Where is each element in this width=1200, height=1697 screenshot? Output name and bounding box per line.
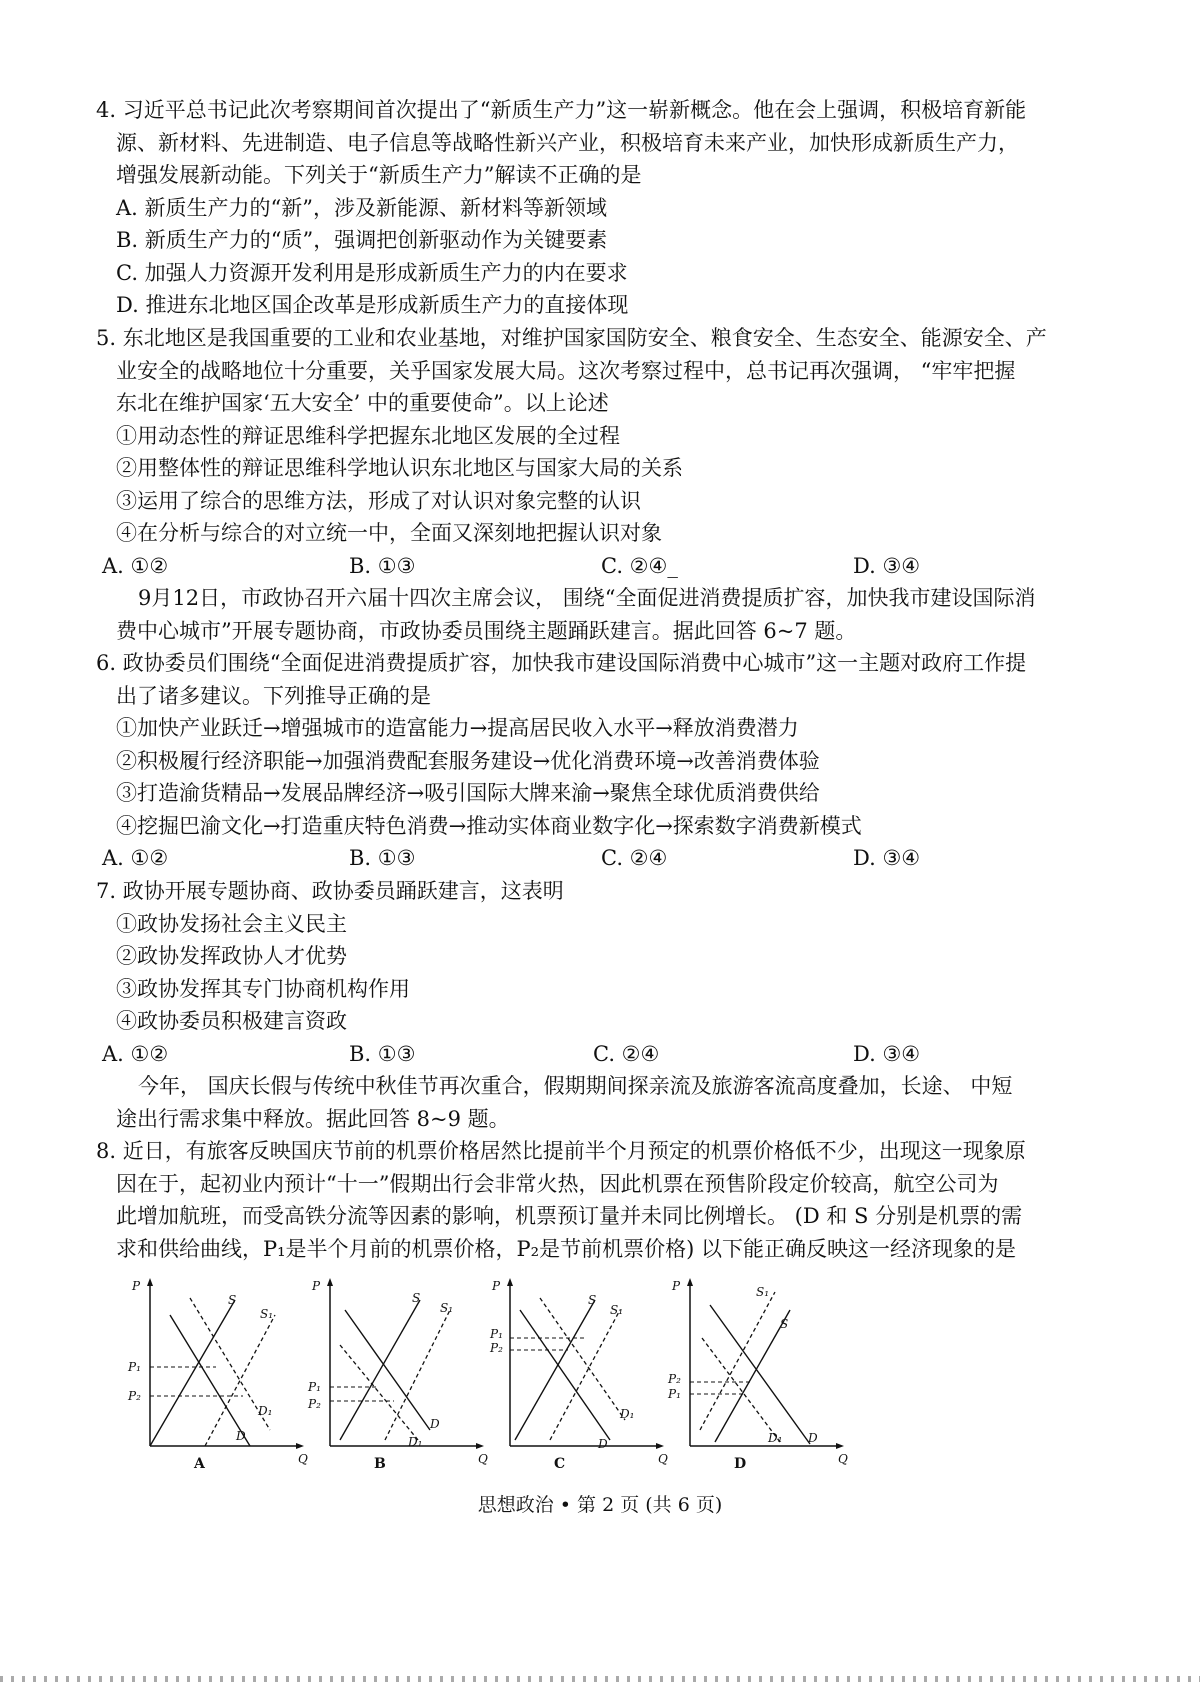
- demand-curve-d1: [340, 1345, 418, 1440]
- curve-label-s: S: [780, 1317, 789, 1331]
- supply-demand-figures: [120, 1270, 1120, 1470]
- p-axis-arrow-icon: [147, 1278, 153, 1286]
- statement-item: ③运用了综合的思维方法，形成了对认识对象完整的认识: [116, 488, 641, 513]
- question-5: [96, 322, 1136, 582]
- answer-choices: [96, 842, 1136, 875]
- q-axis-label: Q: [838, 1452, 848, 1466]
- intro-line: 9月12日，市政协召开六届十四次主席会议， 围绕“全面促进消费提质扩容，加快我市建设国际消: [138, 586, 1036, 610]
- demand-curve-d: [520, 1310, 610, 1440]
- figure-caption: B: [374, 1456, 386, 1470]
- statement-item: ①用动态性的辩证思维科学把握东北地区发展的全过程: [116, 423, 620, 448]
- q-axis-arrow-icon: [836, 1443, 844, 1449]
- statement-item: ③打造渝货精品→发展品牌经济→吸引国际大牌来渝→聚焦全球优质消费供给: [116, 781, 820, 805]
- question-stem-line: 东北在维护国家‘五大安全’ 中的重要使命”。以上论述: [116, 391, 609, 415]
- p-axis-arrow-icon: [687, 1278, 693, 1286]
- figure-b: [300, 1270, 500, 1470]
- figure-d: [660, 1270, 860, 1470]
- price-label-upper: P₁: [308, 1380, 321, 1394]
- intro-line: 途出行需求集中释放。据此回答 8~9 题。: [116, 1106, 510, 1131]
- question-stem-line: 此增加航班，而受高铁分流等因素的影响，机票预订量并未同比例增长。 (D 和 S 分别是机票的需: [116, 1204, 1023, 1228]
- statement-item: ④挖掘巴渝文化→打造重庆特色消费→推动实体商业数字化→探索数字消费新模式: [116, 813, 862, 838]
- supply-curve-s1: [700, 1292, 775, 1430]
- intro-line: 费中心城市”开展专题协商，市政协委员围绕主题踊跃建言。据此回答 6~7 题。: [116, 618, 857, 643]
- curve-label-s: S: [228, 1293, 237, 1307]
- q-axis-label: Q: [478, 1452, 488, 1466]
- question-stem-line: 业安全的战略地位十分重要，关乎国家发展大局。这次考察过程中，总书记再次强调， “牢牢把握: [116, 358, 1016, 383]
- choice-d: D. ③④: [853, 846, 921, 870]
- p-axis-label: P: [672, 1279, 681, 1293]
- figure-caption: A: [194, 1456, 205, 1470]
- question-stem-line: 7. 政协开展专题协商、政协委员踊跃建言，这表明: [96, 879, 564, 903]
- figure-c: [480, 1270, 680, 1470]
- curve-label-s1: S₁: [440, 1301, 454, 1315]
- curve-label-s: S: [588, 1293, 597, 1307]
- p-axis-label: P: [312, 1279, 321, 1293]
- curve-label-d1: D₁: [408, 1435, 423, 1449]
- curve-label-d: D: [808, 1431, 818, 1445]
- figure-caption: D: [734, 1456, 747, 1470]
- choice-a: A. ①②: [102, 846, 169, 870]
- p-axis-label: P: [132, 1279, 141, 1293]
- supply-curve-s: [150, 1300, 235, 1446]
- supply-curve-s: [715, 1310, 790, 1442]
- intro-line: 今年， 国庆长假与传统中秋佳节再次重合，假期期间探亲流及旅游客流高度叠加，长途、 中短: [138, 1074, 1013, 1098]
- price-label-upper: P₂: [668, 1372, 681, 1386]
- statement-item: ④在分析与综合的对立统一中，全面又深刻地把握认识对象: [116, 521, 662, 545]
- question-stem-line: 4. 习近平总书记此次考察期间首次提出了“新质生产力”这一崭新概念。他在会上强调，积极培育新能: [96, 98, 1027, 122]
- question-4: [96, 94, 1136, 322]
- statement-item: ②政协发挥政协人才优势: [116, 944, 347, 968]
- curve-label-s1: S₁: [756, 1285, 770, 1299]
- choice-b: B. ①③: [349, 553, 416, 578]
- supply-curve-s1: [385, 1310, 450, 1440]
- choice-b: B. ①③: [349, 846, 416, 870]
- choice-d: D. ③④: [853, 1041, 921, 1066]
- statement-item: ①加快产业跃迁→增强城市的造富能力→提高居民收入水平→释放消费潜力: [116, 716, 799, 740]
- choice-c: C. ②④_: [601, 553, 678, 578]
- answer-choices: [96, 1038, 1136, 1071]
- question-stem-line: 源、新材料、先进制造、电子信息等战略性新兴产业，积极培育未来产业，加快形成新质生产力，: [116, 130, 1019, 155]
- price-label-upper: P₁: [128, 1360, 141, 1374]
- question-stem-line: 5. 东北地区是我国重要的工业和农业基地，对维护国家国防安全、粮食安全、生态安全、能源安全、产: [96, 326, 1047, 350]
- question-stem-line: 6. 政协委员们围绕“全面促进消费提质扩容，加快我市建设国际消费中心城市”这一主题对政府工作提: [96, 651, 1027, 675]
- curve-label-s1: S₁: [610, 1303, 624, 1317]
- answer-choices: [96, 550, 1136, 583]
- curve-label-d: D: [598, 1437, 608, 1451]
- choice-b: B. ①③: [349, 1041, 416, 1066]
- price-label-lower: P₁: [668, 1387, 681, 1401]
- statement-item: ①政协发扬社会主义民主: [116, 911, 347, 936]
- figure-d-graph: [660, 1270, 860, 1470]
- price-label-upper: P₁: [490, 1327, 503, 1341]
- curve-label-d1: D₁: [258, 1404, 273, 1418]
- choice-c: C. ②④: [601, 846, 668, 870]
- curve-label-s1: S₁: [260, 1307, 274, 1321]
- question-stem-line: 增强发展新动能。下列关于“新质生产力”解读不正确的是: [116, 163, 642, 187]
- option-a: A. 新质生产力的“新”，涉及新能源、新材料等新领域: [116, 195, 607, 220]
- question-stem-line: 8. 近日，有旅客反映国庆节前的机票价格居然比提前半个月预定的机票价格低不少，出现这一现象原: [96, 1139, 1026, 1163]
- question-7: [96, 875, 1136, 1070]
- price-label-lower: P₂: [128, 1389, 141, 1403]
- figure-c-graph: [480, 1270, 680, 1470]
- choice-d: D. ③④: [853, 553, 921, 578]
- scan-edge-artifact: [0, 1676, 1200, 1682]
- p-axis-arrow-icon: [507, 1278, 513, 1286]
- question-6: [96, 647, 1136, 875]
- demand-curve-d: [170, 1315, 250, 1446]
- curve-label-d: D: [430, 1417, 440, 1431]
- question-stem-line: 出了诸多建议。下列推导正确的是: [116, 683, 431, 708]
- question-stem-line: 求和供给曲线，P₁是半个月前的机票价格，P₂是节前机票价格) 以下能正确反映这一经济现象的是: [116, 1236, 1016, 1261]
- statement-item: ②用整体性的辩证思维科学地认识东北地区与国家大局的关系: [116, 456, 683, 480]
- statement-item: ④政协委员积极建言资政: [116, 1009, 347, 1033]
- question-stem-line: 因在于，起初业内预计“十一”假期出行会非常火热，因此机票在预售阶段定价较高，航空公司为: [116, 1171, 999, 1196]
- supply-curve-s1: [550, 1310, 620, 1440]
- choice-a: A. ①②: [102, 1041, 169, 1066]
- price-label-lower: P₂: [308, 1397, 321, 1411]
- question-8: [96, 1135, 1136, 1265]
- intro-8-9: [96, 1070, 1136, 1135]
- demand-curve-d: [345, 1310, 430, 1430]
- figure-b-graph: [300, 1270, 500, 1470]
- p-axis-label: P: [492, 1279, 501, 1293]
- choice-a: A. ①②: [102, 553, 169, 578]
- option-d: D. 推进东北地区国企改革是形成新质生产力的直接体现: [116, 293, 629, 317]
- curve-label-d1: D₁: [768, 1431, 783, 1445]
- q-axis-label: Q: [298, 1452, 308, 1466]
- p-axis-arrow-icon: [327, 1278, 333, 1286]
- q-axis-label: Q: [658, 1452, 668, 1466]
- curve-label-s: S: [412, 1291, 421, 1305]
- figure-a: [120, 1270, 320, 1470]
- curve-label-d1: D₁: [620, 1407, 635, 1421]
- curve-label-d: D: [236, 1429, 246, 1443]
- intro-6-7: [96, 582, 1136, 647]
- statement-item: ③政协发挥其专门协商机构作用: [116, 976, 410, 1001]
- page-footer: 思想政治 • 第 2 页 (共 6 页): [477, 1494, 723, 1516]
- statement-item: ②积极履行经济职能→加强消费配套服务建设→优化消费环境→改善消费体验: [116, 748, 820, 773]
- figure-a-graph: [120, 1270, 320, 1470]
- price-label-lower: P₂: [490, 1341, 503, 1355]
- option-b: B. 新质生产力的“质”，强调把创新驱动作为关键要素: [116, 228, 608, 252]
- option-c: C. 加强人力资源开发利用是形成新质生产力的内在要求: [116, 260, 628, 285]
- figure-caption: C: [554, 1456, 566, 1470]
- choice-c: C. ②④: [593, 1041, 660, 1066]
